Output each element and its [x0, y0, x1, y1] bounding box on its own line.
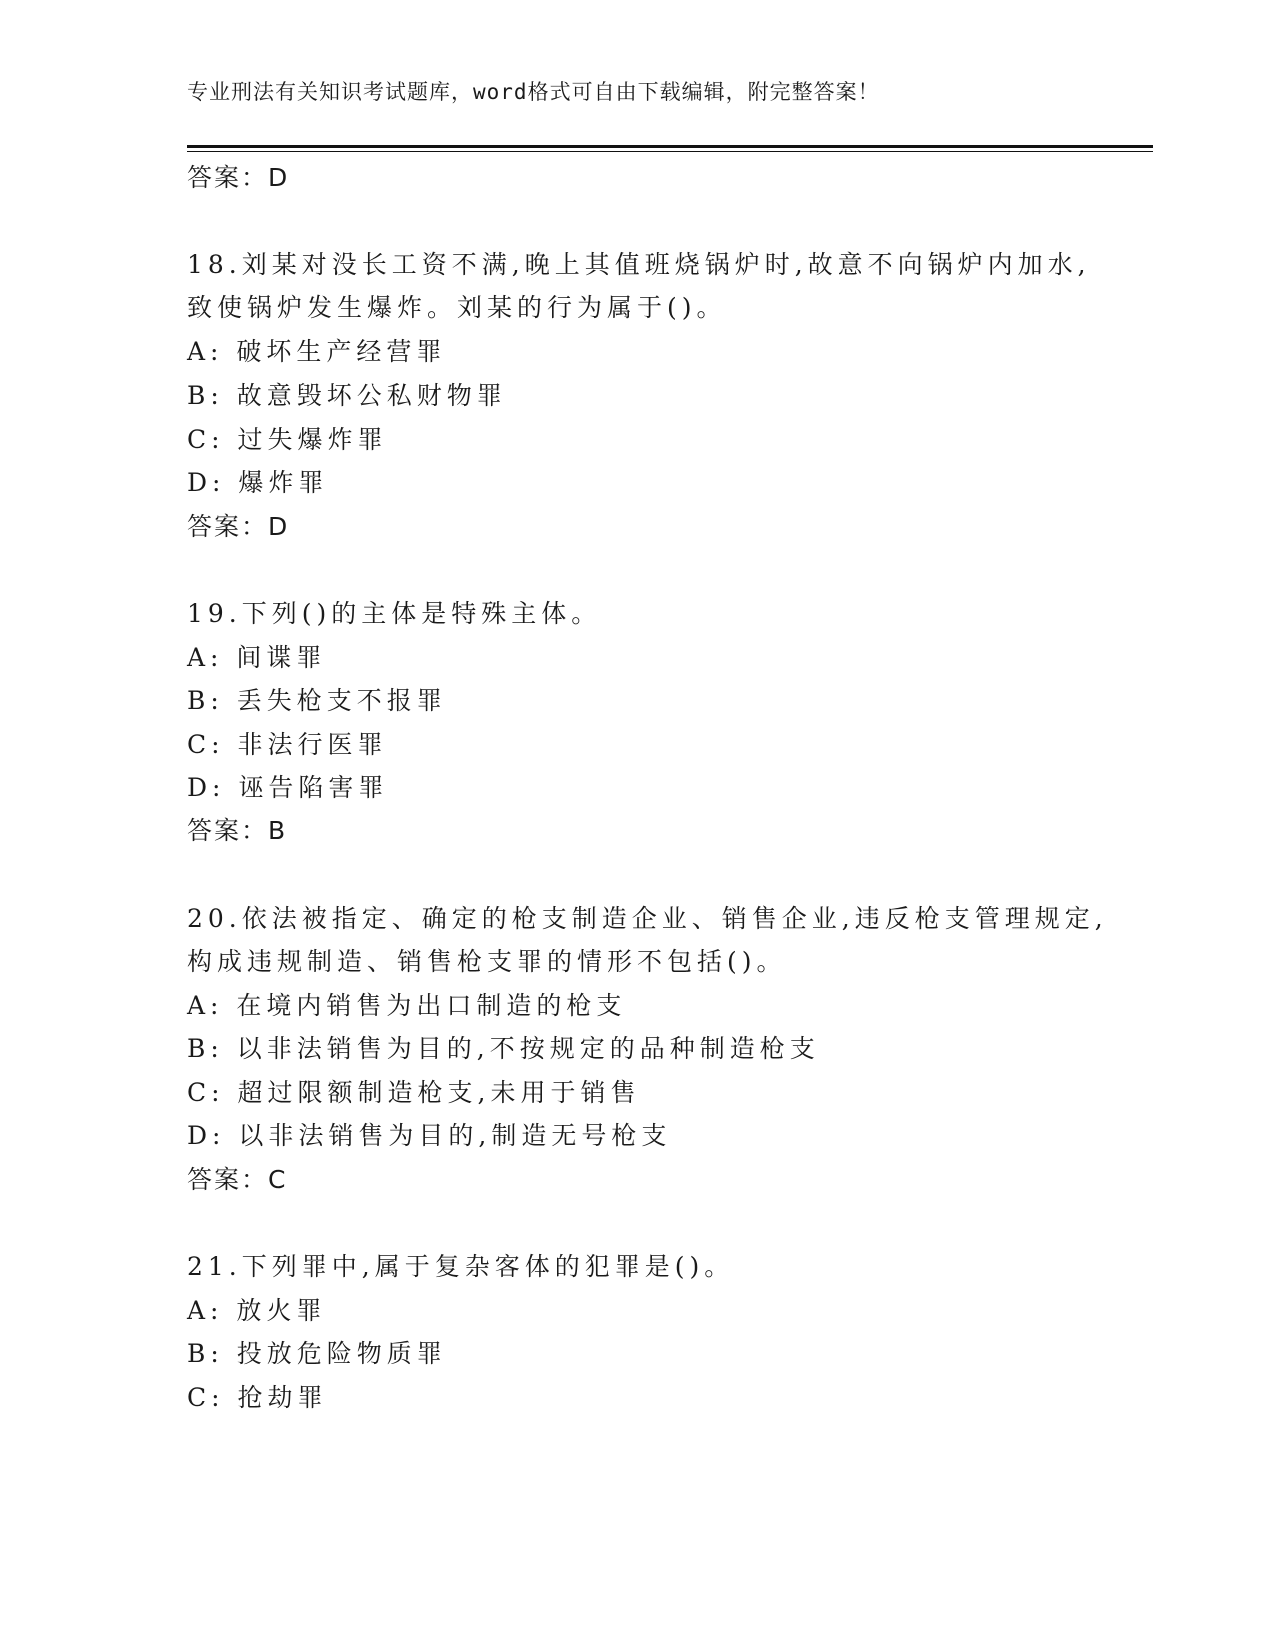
question-stem: 致使锅炉发生爆炸。刘某的行为属于()。 — [187, 293, 727, 322]
question-stem: 19.下列()的主体是特殊主体。 — [187, 599, 602, 628]
option-a: A: 在境内销售为出口制造的枪支 — [187, 991, 627, 1020]
option-a: A: 破坏生产经营罪 — [187, 337, 447, 366]
answer-line: 答案：D — [187, 512, 290, 541]
question-stem: 18.刘某对没长工资不满,晚上其值班烧锅炉时,故意不向锅炉内加水, — [187, 250, 1091, 279]
answer-line: 答案：C — [187, 1165, 288, 1194]
option-b: B: 投放危险物质罪 — [187, 1339, 447, 1368]
option-b: B: 丢失枪支不报罪 — [187, 686, 447, 715]
answer-line: 答案：B — [187, 816, 288, 845]
page-header: 专业刑法有关知识考试题库，word格式可自由下载编辑，附完整答案！ — [187, 80, 880, 104]
option-c: C: 非法行医罪 — [187, 730, 388, 759]
question-stem: 20.依法被指定、确定的枪支制造企业、销售企业,违反枪支管理规定, — [187, 904, 1108, 933]
option-d: D: 诬告陷害罪 — [187, 773, 389, 802]
option-b: B: 以非法销售为目的,不按规定的品种制造枪支 — [187, 1034, 820, 1063]
option-b: B: 故意毁坏公私财物罪 — [187, 381, 507, 410]
option-d: D: 以非法销售为目的,制造无号枪支 — [187, 1121, 672, 1150]
header-divider-thin — [187, 151, 1153, 152]
question-stem: 21.下列罪中,属于复杂客体的犯罪是()。 — [187, 1252, 735, 1281]
option-c: C: 超过限额制造枪支,未用于销售 — [187, 1078, 641, 1107]
question-stem: 构成违规制造、销售枪支罪的情形不包括()。 — [187, 947, 787, 976]
option-c: C: 过失爆炸罪 — [187, 425, 388, 454]
header-divider — [187, 145, 1153, 148]
answer-line: 答案：D — [187, 163, 290, 192]
option-a: A: 放火罪 — [187, 1296, 327, 1325]
option-c: C: 抢劫罪 — [187, 1383, 328, 1412]
option-d: D: 爆炸罪 — [187, 468, 329, 497]
option-a: A: 间谍罪 — [187, 643, 327, 672]
